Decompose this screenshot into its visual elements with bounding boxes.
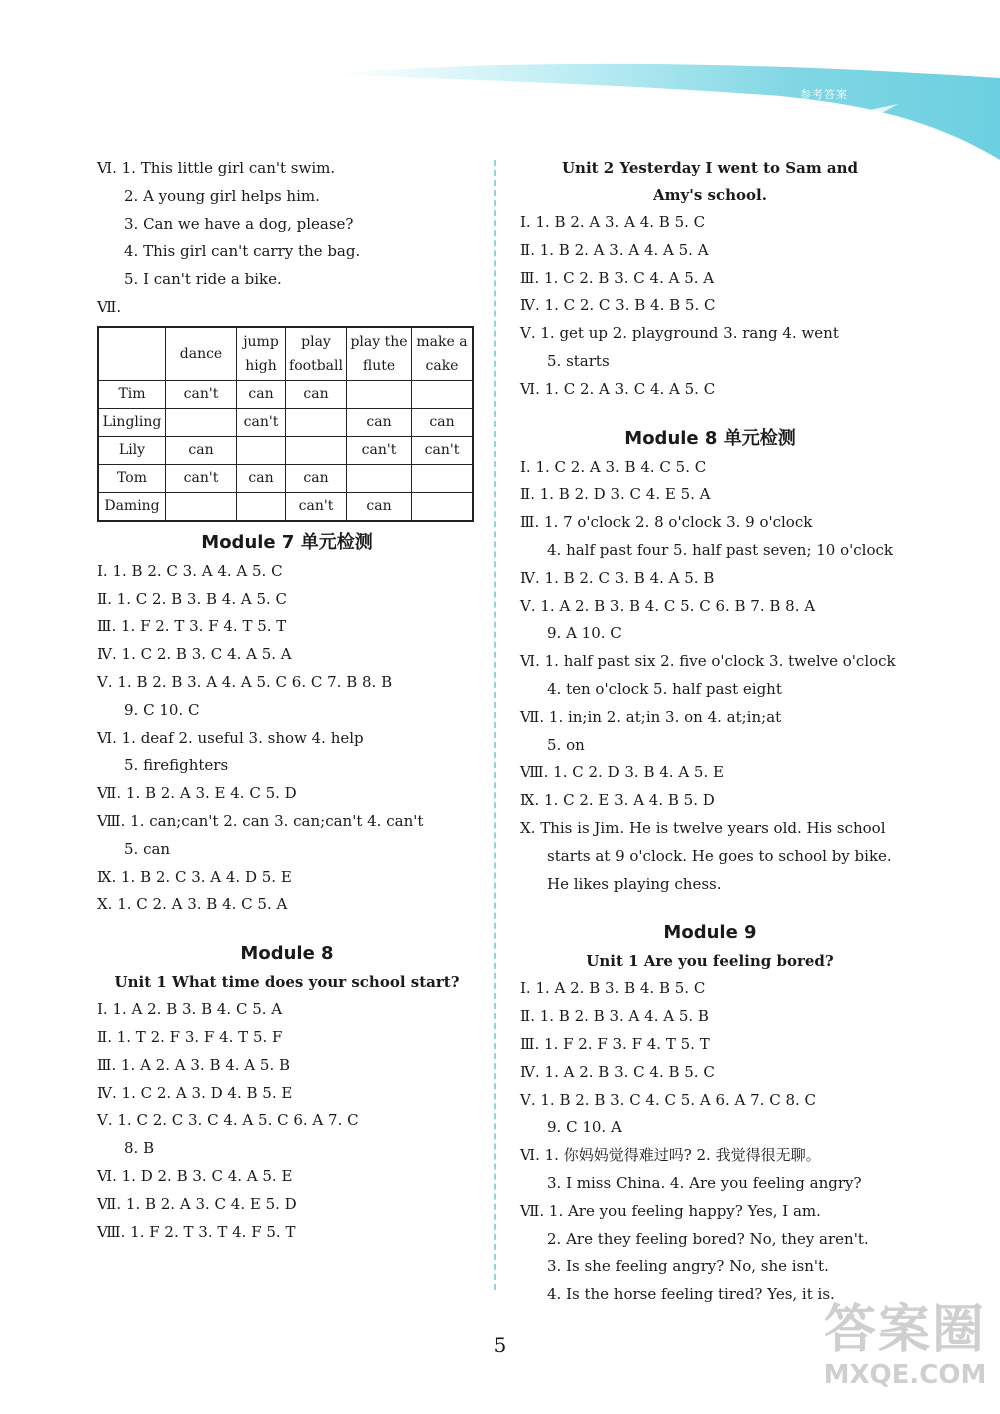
answer-line: Ⅶ. 1. B 2. A 3. C 4. E 5. D <box>97 1194 297 1213</box>
table-cell: Tim <box>98 380 166 408</box>
answer-line: Ⅷ. 1. C 2. D 3. B 4. A 5. E <box>520 763 724 782</box>
answer-line: Ⅰ. 1. A 2. B 3. B 4. C 5. A <box>97 1000 283 1019</box>
answer-line: starts at 9 o'clock. He goes to school by bike. <box>547 846 892 865</box>
answer-line: Ⅰ. 1. A 2. B 3. B 4. B 5. C <box>520 979 706 998</box>
answer-line: 5. firefighters <box>124 756 229 775</box>
answer-line: Ⅴ. 1. A 2. B 3. B 4. C 5. C 6. B 7. B 8. A <box>520 596 816 615</box>
banner-label: 参考答案 <box>800 88 848 101</box>
answer-line: 5. on <box>547 735 585 754</box>
answer-line: Ⅸ. 1. C 2. E 3. A 4. B 5. D <box>520 791 715 810</box>
answer-line: Ⅴ. 1. C 2. C 3. C 4. A 5. C 6. A 7. C <box>97 1111 359 1130</box>
answer-line: 2. A young girl helps him. <box>124 186 320 205</box>
table-cell <box>237 436 286 464</box>
answer-line: 5. starts <box>547 351 610 370</box>
section-heading: Module 9 <box>663 922 757 944</box>
table-row <box>98 436 473 464</box>
answer-line: Ⅵ. 1. 你妈妈觉得难过吗? 2. 我觉得很无聊。 <box>520 1146 821 1165</box>
answer-line: 4. half past four 5. half past seven; 10 o'clock <box>547 540 893 559</box>
answer-line: Ⅷ. 1. can;can't 2. can 3. can;can't 4. can't <box>97 811 424 830</box>
answer-line: 3. Is she feeling angry? No, she isn't. <box>547 1257 829 1276</box>
table-cell: can <box>412 408 474 436</box>
answer-line: 5. can <box>124 839 171 858</box>
table-cell <box>412 492 474 521</box>
table-cell: Lily <box>98 436 166 464</box>
answer-line: 5. I can't ride a bike. <box>124 270 282 289</box>
table-cell <box>412 464 474 492</box>
answer-line: Ⅲ. 1. 7 o'clock 2. 8 o'clock 3. 9 o'clock <box>520 513 813 532</box>
answer-line: Ⅵ. 1. half past six 2. five o'clock 3. twelve o'clock <box>520 652 896 671</box>
section-heading: Module 8 单元检测 <box>624 427 796 449</box>
answer-line: Ⅳ. 1. A 2. B 3. C 4. B 5. C <box>520 1062 715 1081</box>
table-cell <box>237 492 286 521</box>
module-8-test-answers <box>520 454 900 899</box>
answer-line: Ⅱ. 1. B 2. A 3. A 4. A 5. A <box>520 240 709 259</box>
answer-line: Ⅱ. 1. B 2. B 3. A 4. A 5. B <box>520 1007 709 1026</box>
table-cell <box>286 436 347 464</box>
table-header-cell <box>98 327 166 381</box>
answer-line: 9. C 10. C <box>124 700 200 719</box>
right-column <box>520 155 900 1309</box>
section-vi-answers <box>97 155 477 294</box>
answer-line: Ⅴ. 1. B 2. B 3. C 4. C 5. A 6. A 7. C 8. C <box>520 1090 817 1109</box>
table-cell: can't <box>286 492 347 521</box>
table-cell <box>347 380 412 408</box>
watermark-text-top: 答案圈 <box>823 1300 986 1360</box>
table-header-cell: make a cake <box>412 327 474 381</box>
answer-line: Ⅸ. 1. B 2. C 3. A 4. D 5. E <box>97 867 292 886</box>
answer-line: Ⅹ. This is Jim. He is twelve years old. His school <box>520 818 886 837</box>
table-cell <box>166 408 237 436</box>
table-row <box>98 380 473 408</box>
table-cell: can <box>347 492 412 521</box>
answer-line: 3. Can we have a dog, please? <box>124 214 354 233</box>
column-divider <box>494 160 496 1290</box>
answer-line: Ⅶ. 1. in;in 2. at;in 3. on 4. at;in;at <box>520 707 782 726</box>
table-cell <box>347 464 412 492</box>
answer-line: Ⅲ. 1. C 2. B 3. C 4. A 5. A <box>520 268 715 287</box>
page-number: 5 <box>493 1333 507 1357</box>
answer-line: 2. Are they feeling bored? No, they aren't. <box>547 1229 869 1248</box>
table-row <box>98 492 473 521</box>
table-header-cell: dance <box>166 327 237 381</box>
unit-subheading: Unit 1 What time does your school start? <box>114 973 460 992</box>
table-cell: Tom <box>98 464 166 492</box>
unit-subheading: Unit 1 Are you feeling bored? <box>586 952 834 971</box>
table-header-cell: play football <box>286 327 347 381</box>
answer-line: Ⅳ. 1. C 2. A 3. D 4. B 5. E <box>97 1083 293 1102</box>
module-9-unit-1-answers <box>520 975 900 1309</box>
table-cell: can <box>286 380 347 408</box>
table-cell: can't <box>166 464 237 492</box>
answer-line: Ⅳ. 1. C 2. B 3. C 4. A 5. A <box>97 645 292 664</box>
answer-line: Ⅵ. 1. D 2. B 3. C 4. A 5. E <box>97 1166 293 1185</box>
table-cell: can't <box>412 436 474 464</box>
answer-line: Ⅱ. 1. B 2. D 3. C 4. E 5. A <box>520 485 711 504</box>
table-cell <box>286 408 347 436</box>
answer-line: Ⅲ. 1. F 2. T 3. F 4. T 5. T <box>97 617 287 636</box>
answer-line: Ⅵ. 1. deaf 2. useful 3. show 4. help <box>97 728 364 747</box>
table-cell: can <box>237 380 286 408</box>
answer-line: Ⅵ. 1. C 2. A 3. C 4. A 5. C <box>520 379 716 398</box>
module-7-test-answers <box>97 558 477 919</box>
answer-line: Ⅰ. 1. C 2. A 3. B 4. C 5. C <box>520 457 707 476</box>
section-heading: Module 8 <box>240 943 334 965</box>
table-cell: Daming <box>98 492 166 521</box>
answer-line: 9. A 10. C <box>547 624 622 643</box>
banner-swoosh-graphic <box>0 0 1000 160</box>
table-cell: can't <box>166 380 237 408</box>
answer-line: Ⅱ. 1. C 2. B 3. B 4. A 5. C <box>97 589 288 608</box>
section-heading: Module 7 单元检测 <box>201 531 373 553</box>
answer-line: Ⅴ. 1. get up 2. playground 3. rang 4. went <box>520 324 839 343</box>
ability-table <box>97 326 474 522</box>
answer-line: 3. I miss China. 4. Are you feeling angry? <box>547 1173 862 1192</box>
table-header-cell: jump high <box>237 327 286 381</box>
answer-line: 4. ten o'clock 5. half past eight <box>547 679 782 698</box>
module-8-unit-1-answers <box>97 996 477 1246</box>
table-row <box>98 408 473 436</box>
answer-line: Ⅳ. 1. B 2. C 3. B 4. A 5. B <box>520 568 715 587</box>
unit-subheading: Amy's school. <box>653 186 767 204</box>
unit-subheading: Unit 2 Yesterday I went to Sam and <box>561 159 859 177</box>
answer-line: 9. C 10. A <box>547 1118 622 1137</box>
table-row <box>98 464 473 492</box>
table-cell: can <box>166 436 237 464</box>
answer-line: Ⅰ. 1. B 2. C 3. A 4. A 5. C <box>97 561 283 580</box>
answer-line: Ⅶ. 1. B 2. A 3. E 4. C 5. D <box>97 784 297 803</box>
answer-line: He likes playing chess. <box>547 874 722 893</box>
watermark-text-bottom: MXQE.COM <box>823 1360 987 1390</box>
table-cell: can't <box>237 408 286 436</box>
table-cell: can't <box>347 436 412 464</box>
answer-line: Ⅵ. 1. This little girl can't swim. <box>97 159 336 177</box>
module-8-unit-2-answers <box>520 209 900 404</box>
answer-line: 4. Is the horse feeling tired? Yes, it is. <box>547 1285 835 1304</box>
table-cell: Lingling <box>98 408 166 436</box>
answer-line: 4. This girl can't carry the bag. <box>124 242 361 261</box>
answer-line: 8. B <box>124 1139 155 1158</box>
answer-line: Ⅶ. 1. Are you feeling happy? Yes, I am. <box>520 1201 821 1220</box>
section-vii-label: Ⅶ. <box>97 297 122 316</box>
answer-line: Ⅱ. 1. T 2. F 3. F 4. T 5. F <box>97 1027 283 1046</box>
left-column <box>97 155 477 1246</box>
answer-line: Ⅳ. 1. C 2. C 3. B 4. B 5. C <box>520 296 716 315</box>
answer-line: Ⅴ. 1. B 2. B 3. A 4. A 5. C 6. C 7. B 8. B <box>97 672 393 691</box>
table-header-row <box>98 327 473 381</box>
answer-line: Ⅲ. 1. A 2. A 3. B 4. A 5. B <box>97 1055 291 1074</box>
table-header-cell: play the flute <box>347 327 412 381</box>
answer-line: Ⅲ. 1. F 2. F 3. F 4. T 5. T <box>520 1034 710 1053</box>
table-cell: can <box>347 408 412 436</box>
watermark-logo <box>810 1300 1000 1414</box>
answer-line: Ⅰ. 1. B 2. A 3. A 4. B 5. C <box>520 213 706 231</box>
answer-line: Ⅹ. 1. C 2. A 3. B 4. C 5. A <box>97 895 288 914</box>
table-cell <box>412 380 474 408</box>
table-cell: can <box>286 464 347 492</box>
table-cell <box>166 492 237 521</box>
answer-line: Ⅷ. 1. F 2. T 3. T 4. F 5. T <box>97 1222 296 1241</box>
table-cell: can <box>237 464 286 492</box>
